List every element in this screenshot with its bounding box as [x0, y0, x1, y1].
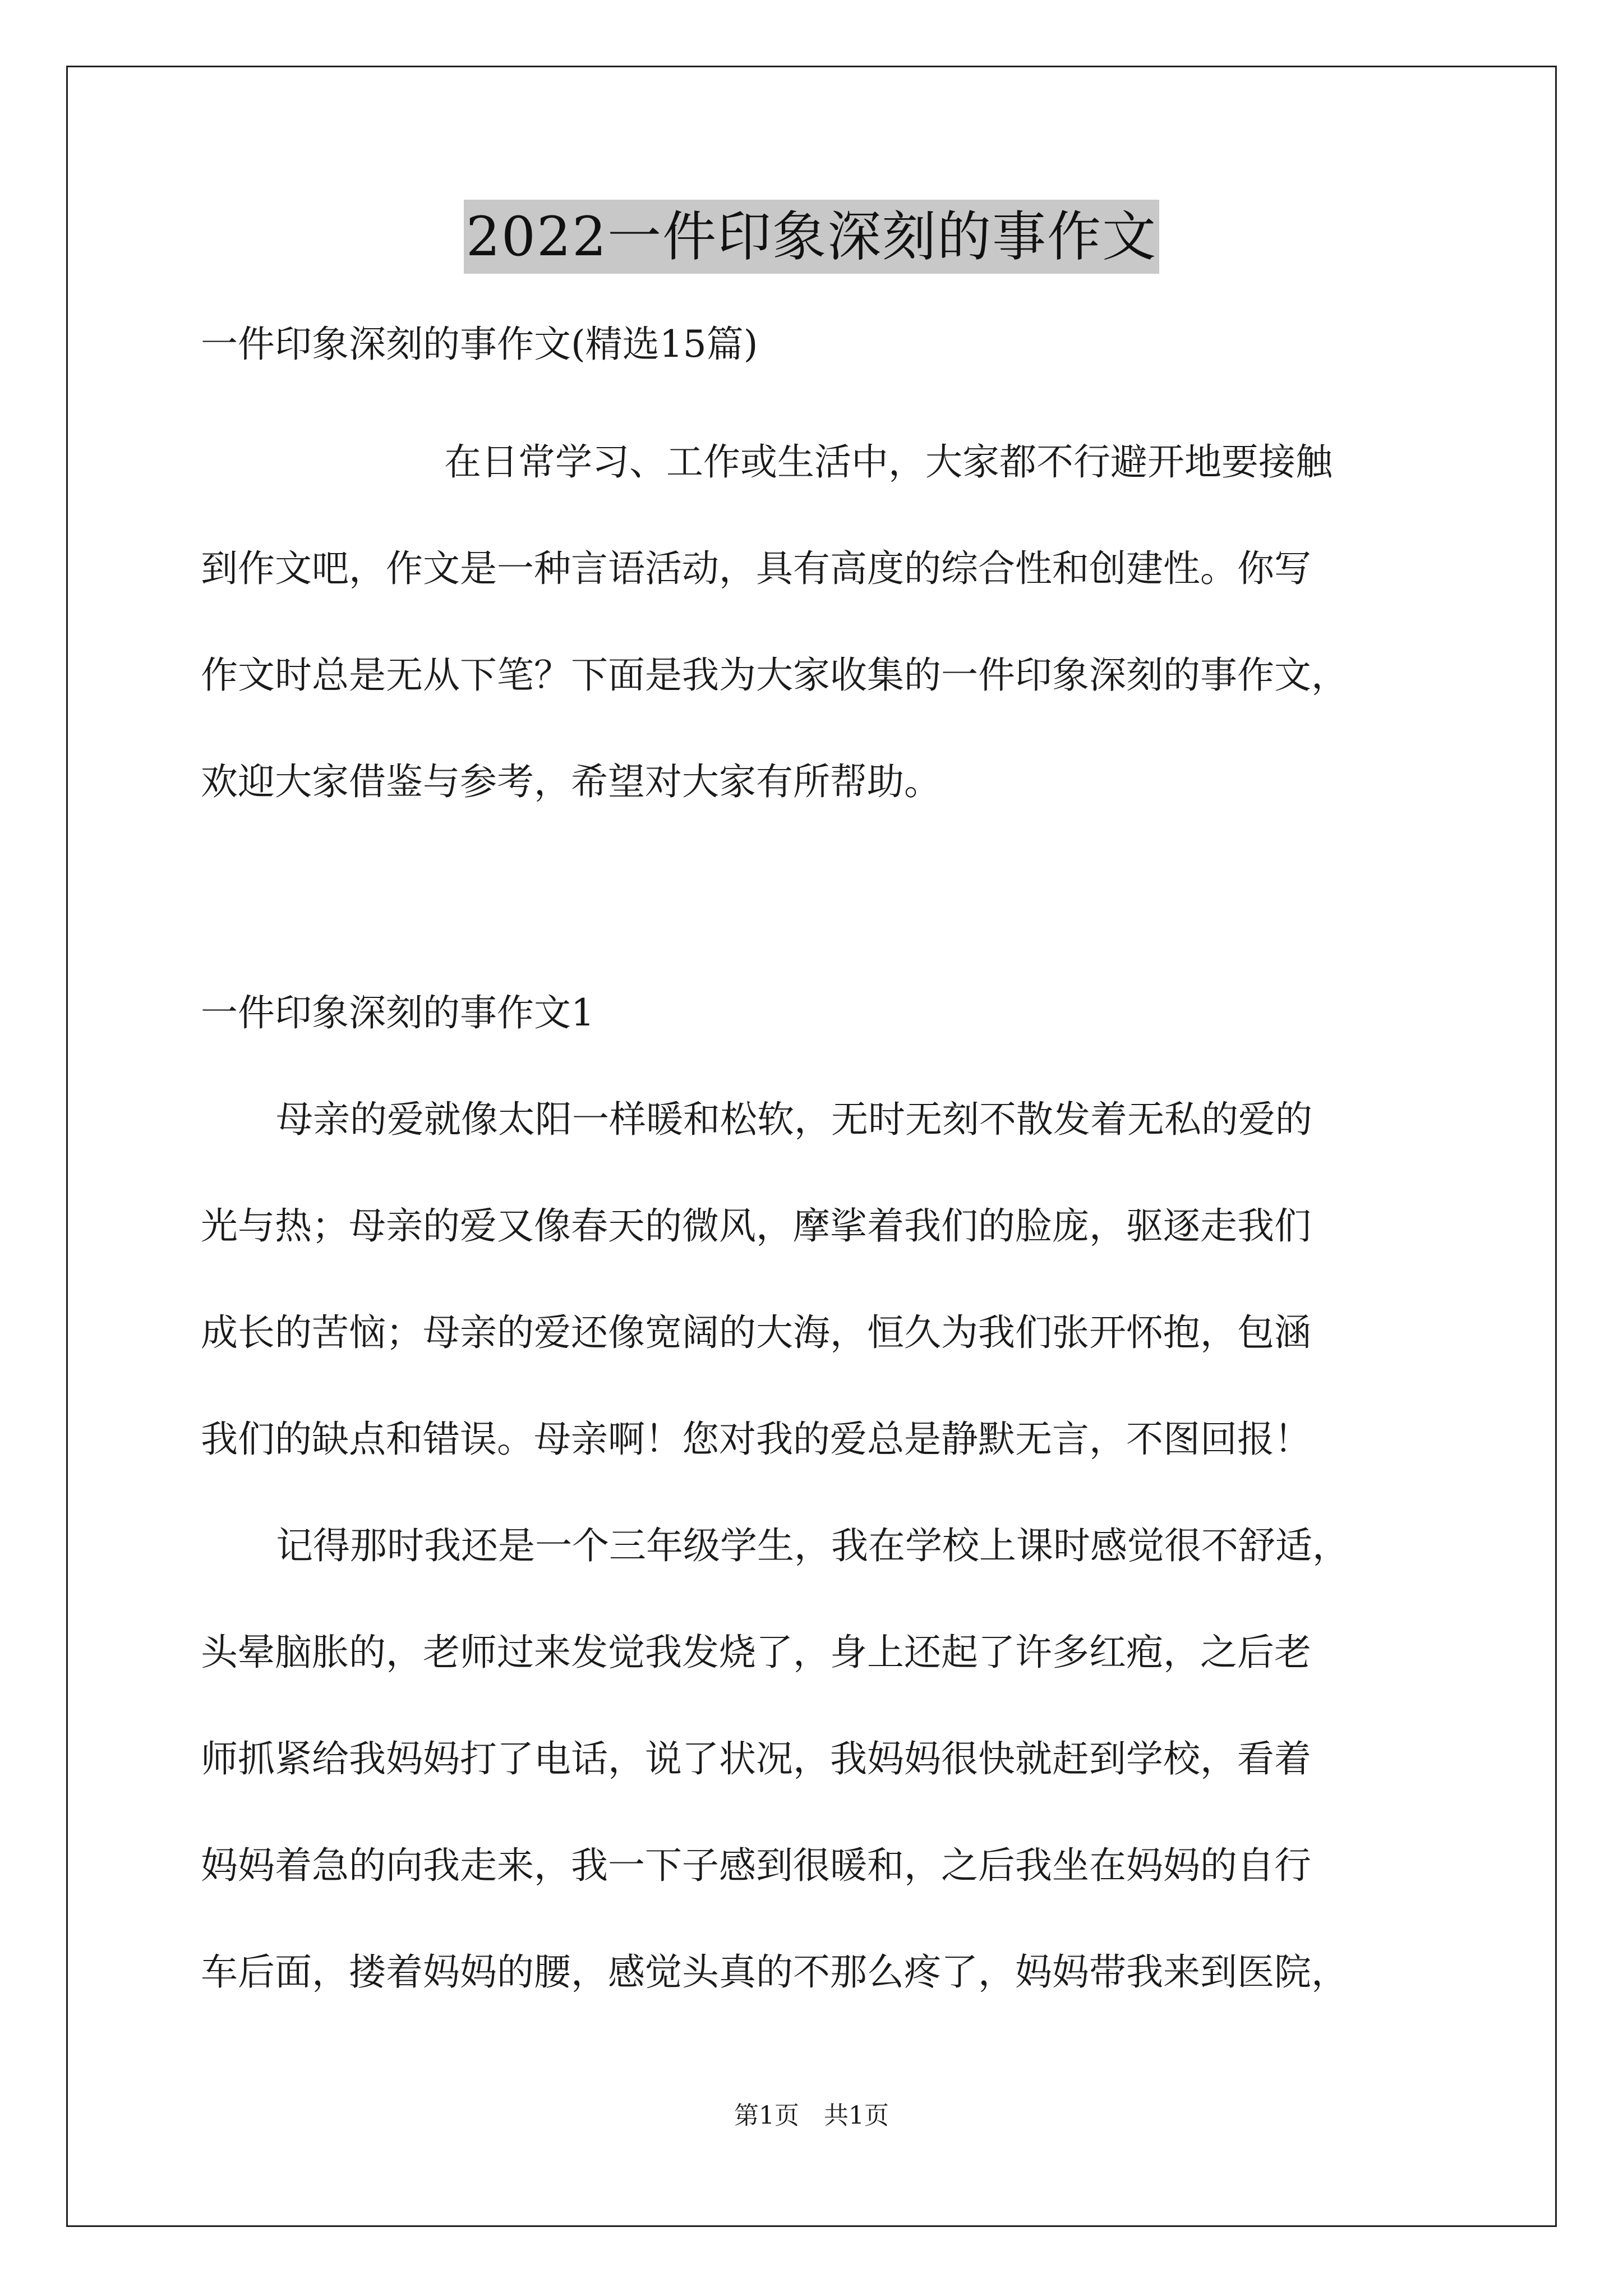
title-container	[0, 200, 1623, 274]
paragraph-line: 妈妈着急的向我走来，我一下子感到很暖和，之后我坐在妈妈的自行	[201, 1844, 1311, 1887]
page-footer: 第1页 共1页	[734, 2101, 889, 2130]
paragraph-line: 头晕脑胀的，老师过来发觉我发烧了，身上还起了许多红疱，之后老	[201, 1631, 1311, 1674]
intro-line: 到作文吧，作文是一种言语活动，具有高度的综合性和创建性。你写	[201, 547, 1311, 590]
intro-line: 在日常学习、工作或生活中，大家都不行避开地要接触	[444, 440, 1332, 484]
intro-line: 作文时总是无从下笔？下面是我为大家收集的一件印象深刻的事作文，	[201, 654, 1348, 697]
paragraph-line: 师抓紧给我妈妈打了电话，说了状况，我妈妈很快就赶到学校，看着	[201, 1737, 1311, 1780]
paragraph-line: 光与热；母亲的爱又像春天的微风，摩挲着我们的脸庞，驱逐走我们	[201, 1204, 1311, 1248]
paragraph-line: 记得那时我还是一个三年级学生，我在学校上课时感觉很不舒适，	[276, 1524, 1349, 1567]
section-heading: 一件印象深刻的事作文1	[201, 991, 594, 1034]
paragraph-line: 我们的缺点和错误。母亲啊！您对我的爱总是静默无言，不图回报！	[201, 1418, 1311, 1461]
document-title: 2022一件印象深刻的事作文	[464, 200, 1159, 274]
intro-line: 欢迎大家借鉴与参考，希望对大家有所帮助。	[201, 760, 941, 803]
paragraph-line: 成长的苦恼；母亲的爱还像宽阔的大海，恒久为我们张开怀抱，包涵	[201, 1311, 1311, 1354]
paragraph-line: 车后面，搂着妈妈的腰，感觉头真的不那么疼了，妈妈带我来到医院，	[201, 1950, 1348, 1994]
document-subtitle: 一件印象深刻的事作文(精选15篇)	[201, 323, 758, 366]
paragraph-line: 母亲的爱就像太阳一样暖和松软，无时无刻不散发着无私的爱的	[276, 1098, 1312, 1141]
